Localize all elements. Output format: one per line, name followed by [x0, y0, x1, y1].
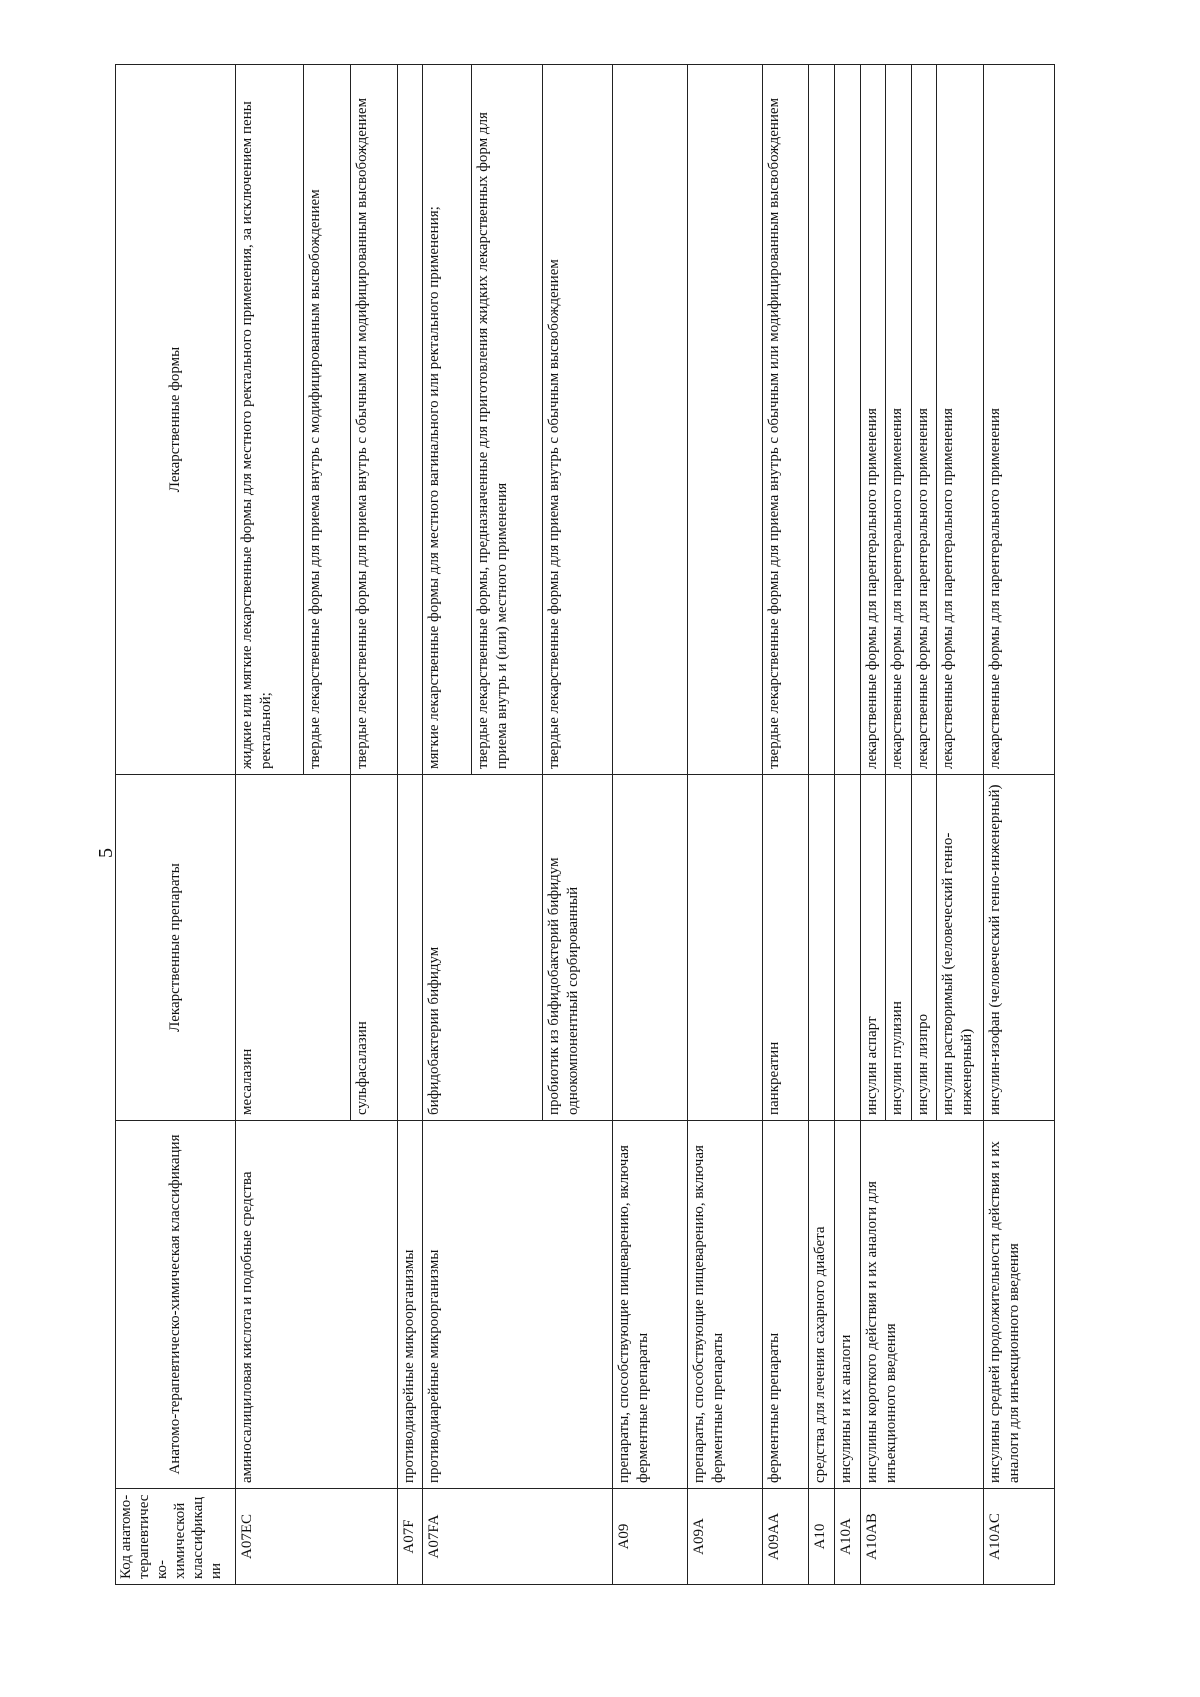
cell-drug-empty	[809, 775, 835, 1121]
cell-form: твердые лекарственные формы, предназначенные для приготовления жидких лекарственных форм для приема внутрь и (или) местного применения	[472, 65, 542, 775]
table-row	[762, 65, 809, 1585]
page-number: 5	[95, 848, 117, 858]
table-row	[984, 65, 1055, 1585]
cell-form: твердые лекарственные формы для приема внутрь с обычным или модифицированным высвобождением	[762, 65, 809, 775]
cell-form-empty	[809, 65, 835, 775]
header-code: Код анатомо-терапевтическо-химической классификации	[116, 1489, 236, 1585]
table-row	[397, 65, 423, 1585]
cell-atc: противодиарейные микроорганизмы	[397, 1121, 423, 1489]
cell-atc: препараты, способствующие пищеварению, включая ферментные препараты	[687, 1121, 762, 1489]
cell-atc: ферментные препараты	[762, 1121, 809, 1489]
drug-classification-table	[115, 64, 1055, 1585]
header-drugs: Лекарственные препараты	[116, 775, 236, 1121]
cell-code: A09AA	[762, 1489, 809, 1585]
cell-drug: бифидобактерии бифидум	[423, 775, 543, 1121]
cell-form: лекарственные формы для парентерального применения	[937, 65, 984, 775]
table-row	[687, 65, 762, 1585]
cell-form: твердые лекарственные формы для приема внутрь с обычным или модифицированным высвобождением	[350, 65, 397, 775]
cell-drug-empty	[397, 775, 423, 1121]
header-atc-classification: Анатомо-терапевтическо-химическая классификация	[116, 1121, 236, 1489]
cell-drug: панкреатин	[762, 775, 809, 1121]
cell-form: лекарственные формы для парентерального применения	[860, 65, 886, 775]
cell-form-empty	[687, 65, 762, 775]
cell-drug: сульфасалазин	[350, 775, 397, 1121]
cell-drug-empty	[613, 775, 688, 1121]
table-header-row	[116, 65, 236, 1585]
header-dosage-forms: Лекарственные формы	[116, 65, 236, 775]
table-row	[809, 65, 835, 1585]
cell-code: A07FA	[423, 1489, 613, 1585]
cell-form-empty	[835, 65, 861, 775]
cell-atc: инсулины и их аналоги	[835, 1121, 861, 1489]
cell-drug: инсулин лизпро	[911, 775, 937, 1121]
cell-atc: противодиарейные микроорганизмы	[423, 1121, 613, 1489]
cell-atc: аминосалициловая кислота и подобные средства	[235, 1121, 397, 1489]
cell-code: A10A	[835, 1489, 861, 1585]
cell-code: A10AB	[860, 1489, 984, 1585]
cell-drug: инсулин-изофан (человеческий генно-инженерный)	[984, 775, 1055, 1121]
cell-drug: инсулин глулизин	[886, 775, 912, 1121]
cell-drug: месалазин	[235, 775, 350, 1121]
cell-drug: инсулин аспарт	[860, 775, 886, 1121]
cell-drug: инсулин растворимый (человеческий генно-инженерный)	[937, 775, 984, 1121]
cell-code: A07F	[397, 1489, 423, 1585]
cell-code: A09A	[687, 1489, 762, 1585]
cell-atc: инсулины короткого действия и их аналоги для инъекционного введения	[860, 1121, 984, 1489]
cell-form: лекарственные формы для парентерального применения	[886, 65, 912, 775]
cell-form-empty	[397, 65, 423, 775]
table-row	[860, 65, 886, 1585]
table-row	[835, 65, 861, 1585]
cell-drug: пробиотик из бифидобактерий бифидум однокомпонентный сорбированный	[542, 775, 612, 1121]
rotated-page-content	[115, 65, 1055, 1585]
cell-atc: средства для лечения сахарного диабета	[809, 1121, 835, 1489]
cell-code: A10AC	[984, 1489, 1055, 1585]
table-row	[235, 65, 303, 1585]
table-row	[423, 65, 472, 1585]
cell-form: лекарственные формы для парентерального применения	[984, 65, 1055, 775]
cell-form: лекарственные формы для парентерального применения	[911, 65, 937, 775]
cell-code: A10	[809, 1489, 835, 1585]
table-row	[613, 65, 688, 1585]
cell-form: мягкие лекарственные формы для местного вагинального или ректального применения;	[423, 65, 472, 775]
cell-drug-empty	[687, 775, 762, 1121]
cell-code: A09	[613, 1489, 688, 1585]
cell-drug-empty	[835, 775, 861, 1121]
cell-form: твердые лекарственные формы для приема внутрь с модифицированным высвобождением	[303, 65, 350, 775]
cell-form: жидкие или мягкие лекарственные формы для местного ректального применения, за исключением пены ректальной;	[235, 65, 303, 775]
cell-form: твердые лекарственные формы для приема внутрь с обычным высвобождением	[542, 65, 612, 775]
cell-form-empty	[613, 65, 688, 775]
cell-atc: инсулины средней продолжительности действия и их аналоги для инъекционного введения	[984, 1121, 1055, 1489]
cell-atc: препараты, способствующие пищеварению, включая ферментные препараты	[613, 1121, 688, 1489]
cell-code: A07EC	[235, 1489, 397, 1585]
